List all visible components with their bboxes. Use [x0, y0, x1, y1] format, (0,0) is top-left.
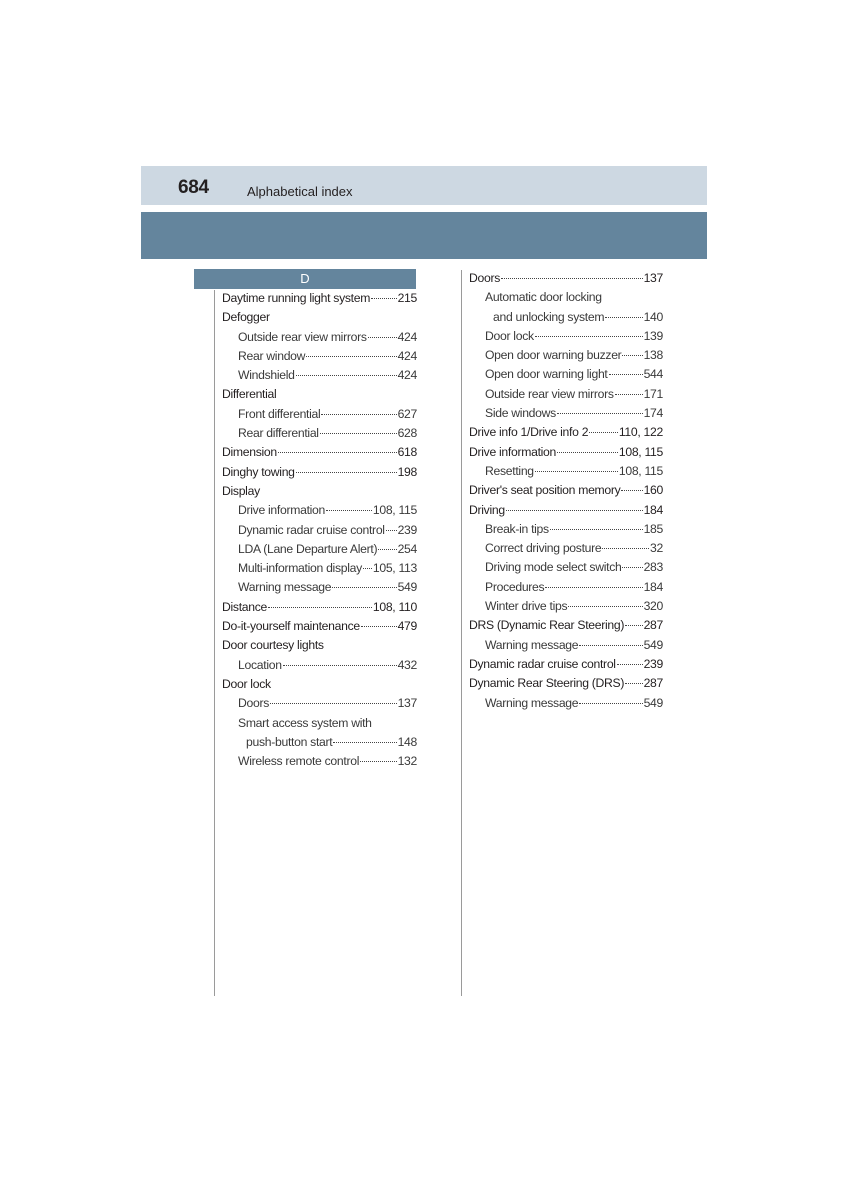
dot-leader — [615, 394, 643, 395]
index-entry-page: 287 — [643, 676, 663, 691]
dot-leader — [535, 336, 643, 337]
index-entry-label: Rear window — [238, 348, 306, 363]
index-entry — [469, 404, 663, 423]
index-entry-label: Windshield — [238, 368, 295, 383]
index-entry — [222, 675, 417, 694]
index-entry-label: Drive information — [238, 503, 326, 518]
dot-leader — [270, 703, 397, 704]
right-column-divider — [461, 270, 462, 996]
left-column-divider — [214, 290, 215, 996]
index-entry-label: Driving mode select switch — [485, 560, 622, 575]
index-entry-label: Wireless remote control — [238, 754, 360, 769]
index-entry — [222, 521, 417, 540]
index-entry — [222, 482, 417, 501]
index-entry — [222, 694, 417, 713]
index-entry-label: push-button start — [246, 734, 333, 749]
dot-leader — [535, 471, 618, 472]
index-entry-label: Dynamic radar cruise control — [469, 656, 616, 671]
dot-leader — [306, 356, 396, 357]
index-entry — [469, 597, 663, 616]
dot-leader — [506, 510, 643, 511]
dot-leader — [621, 490, 642, 491]
index-entry-page: 198 — [397, 464, 417, 479]
index-entry-label: Automatic door locking — [485, 290, 602, 305]
index-entry-label: Front differential — [238, 406, 321, 421]
dot-leader — [545, 587, 642, 588]
index-entry — [222, 598, 417, 617]
index-entry-label: Drive info 1/Drive info 2 — [469, 425, 589, 440]
index-entry — [469, 694, 663, 713]
dot-leader — [609, 374, 643, 375]
index-entry — [469, 462, 663, 481]
index-entry-page: 283 — [643, 560, 663, 575]
page-number: 684 — [178, 177, 209, 198]
index-entry-label: Warning message — [238, 580, 332, 595]
dot-leader — [386, 530, 397, 531]
dot-leader — [605, 317, 642, 318]
dot-leader — [378, 549, 396, 550]
index-entry-label: Rear differential — [238, 426, 319, 441]
index-entry-page: 618 — [397, 445, 417, 460]
index-entry-label: Warning message — [485, 695, 579, 710]
dot-leader — [361, 626, 397, 627]
dot-leader — [579, 645, 642, 646]
index-entry — [222, 733, 417, 752]
index-entry-label: Break-in tips — [485, 521, 549, 536]
index-entry — [222, 578, 417, 597]
index-entry-label: Location — [238, 657, 282, 672]
index-entry-label: Correct driving posture — [485, 541, 602, 556]
index-entry-page: 424 — [397, 329, 417, 344]
index-entry-label: Defogger — [222, 310, 270, 325]
index-entry-label: Distance — [222, 599, 268, 614]
index-entry-label: and unlocking system — [493, 309, 605, 324]
index-entry-page: 215 — [397, 291, 417, 305]
index-entry — [469, 365, 663, 384]
index-entry — [222, 308, 417, 327]
index-entry — [469, 558, 663, 577]
index-entry-label: Open door warning light — [485, 367, 608, 382]
index-entry — [222, 443, 417, 462]
index-entry — [222, 714, 417, 733]
index-entry — [469, 423, 663, 442]
index-entry-label: Daytime running light system — [222, 291, 371, 305]
index-entry-page: 628 — [397, 426, 417, 441]
dot-leader — [550, 529, 643, 530]
index-entry — [222, 559, 417, 578]
dot-leader — [625, 683, 642, 684]
index-entry — [469, 443, 663, 462]
index-entry-page: 549 — [643, 637, 663, 652]
index-entry-label: Door lock — [222, 676, 271, 691]
dot-leader — [602, 548, 649, 549]
dot-leader — [368, 337, 397, 338]
index-entry-label: Door courtesy lights — [222, 638, 324, 653]
dot-leader — [371, 298, 396, 299]
index-entry-label: Door lock — [485, 328, 534, 343]
dot-leader — [363, 568, 372, 569]
dot-leader — [625, 625, 642, 626]
dot-leader — [278, 452, 397, 453]
index-entry — [222, 501, 417, 520]
index-entry-page: 549 — [397, 580, 417, 595]
index-entry-page: 137 — [643, 271, 663, 285]
index-entry — [469, 288, 663, 307]
chapter-band — [141, 212, 707, 259]
index-entry-page: 32 — [650, 541, 663, 556]
index-entry-label: Outside rear view mirrors — [238, 329, 367, 344]
index-entry-page: 239 — [397, 522, 417, 537]
dot-leader — [321, 414, 396, 415]
index-entry-page: 110, 122 — [618, 425, 663, 440]
index-entry-page: 184 — [643, 502, 663, 517]
index-entry — [469, 674, 663, 693]
index-entry-page: 139 — [643, 328, 663, 343]
index-entry-label: Dimension — [222, 445, 277, 460]
index-entry-page: 132 — [397, 754, 417, 769]
index-entry-label: Outside rear view mirrors — [485, 386, 614, 401]
dot-leader — [589, 432, 618, 433]
index-entry-label: Winter drive tips — [485, 599, 568, 614]
index-entry — [222, 289, 417, 308]
dot-leader — [296, 375, 397, 376]
dot-leader — [326, 510, 372, 511]
index-entry-page: 171 — [643, 386, 663, 401]
index-entry — [222, 385, 417, 404]
index-entry-page: 184 — [643, 579, 663, 594]
index-entry-label: Dinghy towing — [222, 464, 295, 479]
index-entry-page: 105, 113 — [372, 561, 417, 576]
index-entry — [222, 617, 417, 636]
index-entry-page: 160 — [643, 483, 663, 498]
index-entry — [222, 540, 417, 559]
index-entry-label: Resetting — [485, 463, 534, 478]
index-entry-label: Doors — [238, 696, 270, 711]
index-entry — [469, 385, 663, 404]
index-entry — [222, 328, 417, 347]
dot-leader — [296, 472, 397, 473]
dot-leader — [617, 664, 643, 665]
index-entry — [469, 636, 663, 655]
index-entry-page: 148 — [397, 734, 417, 749]
index-entry — [469, 501, 663, 520]
index-entry-page: 185 — [643, 521, 663, 536]
index-entry-page: 320 — [643, 599, 663, 614]
index-entry — [469, 346, 663, 365]
index-entry-page: 108, 115 — [372, 503, 417, 518]
dot-leader — [568, 606, 642, 607]
index-entry-label: LDA (Lane Departure Alert) — [238, 541, 378, 556]
index-entry — [222, 405, 417, 424]
index-entry-label: Driver's seat position memory — [469, 483, 621, 498]
index-entry — [469, 539, 663, 558]
index-entry — [222, 752, 417, 771]
dot-leader — [332, 587, 396, 588]
index-entry — [222, 636, 417, 655]
index-entry-label: Drive information — [469, 444, 557, 459]
dot-leader — [283, 665, 397, 666]
index-column-right — [469, 269, 663, 713]
index-entry-label: Multi-information display — [238, 561, 362, 576]
dot-leader — [622, 355, 642, 356]
index-entry-page: 424 — [397, 348, 417, 363]
index-entry — [469, 481, 663, 500]
index-entry-label: Driving — [469, 502, 505, 517]
index-entry — [469, 269, 663, 288]
index-entry-page: 544 — [643, 367, 663, 382]
index-entry — [222, 347, 417, 366]
index-entry — [469, 578, 663, 597]
index-entry — [222, 366, 417, 385]
index-entry-label: Side windows — [485, 406, 556, 421]
index-entry-label: Differential — [222, 387, 277, 402]
index-entry-label: Display — [222, 483, 260, 498]
index-entry-page: 138 — [643, 348, 663, 363]
index-entry — [222, 463, 417, 482]
index-entry-label: Open door warning buzzer — [485, 348, 622, 363]
index-entry-label: Warning message — [485, 637, 579, 652]
index-entry-label: Smart access system with — [238, 715, 372, 730]
index-entry-label: Dynamic radar cruise control — [238, 522, 385, 537]
index-entry — [222, 656, 417, 675]
dot-leader — [268, 607, 372, 608]
index-entry-page: 239 — [643, 656, 663, 671]
index-entry-page: 254 — [397, 541, 417, 556]
index-entry-page: 108, 115 — [618, 463, 663, 478]
dot-leader — [320, 433, 397, 434]
index-entry — [469, 327, 663, 346]
dot-leader — [333, 742, 396, 743]
index-entry-page: 432 — [397, 657, 417, 672]
header-band — [141, 166, 707, 205]
index-entry-label: Dynamic Rear Steering (DRS) — [469, 676, 625, 691]
index-entry — [222, 424, 417, 443]
index-entry — [469, 520, 663, 539]
dot-leader — [557, 413, 643, 414]
index-entry-label: Doors — [469, 271, 501, 285]
dot-leader — [557, 452, 618, 453]
dot-leader — [501, 278, 643, 279]
index-entry-page: 627 — [397, 406, 417, 421]
section-letter-heading: D — [194, 269, 416, 289]
index-entry — [469, 655, 663, 674]
index-entry-page: 287 — [643, 618, 663, 633]
index-entry-page: 424 — [397, 368, 417, 383]
index-entry-page: 479 — [397, 619, 417, 634]
dot-leader — [360, 761, 396, 762]
index-entry-page: 174 — [643, 406, 663, 421]
index-column-left — [222, 289, 417, 771]
index-entry-page: 108, 110 — [372, 599, 417, 614]
index-entry-page: 549 — [643, 695, 663, 710]
dot-leader — [579, 703, 642, 704]
index-entry — [469, 616, 663, 635]
dot-leader — [622, 567, 642, 568]
index-entry-label: Do-it-yourself maintenance — [222, 619, 360, 634]
index-entry-page: 137 — [397, 696, 417, 711]
index-entry-page: 140 — [643, 309, 663, 324]
index-entry-label: DRS (Dynamic Rear Steering) — [469, 618, 625, 633]
index-entry-label: Procedures — [485, 579, 545, 594]
index-entry — [469, 308, 663, 327]
index-entry-page: 108, 115 — [618, 444, 663, 459]
page-title: Alphabetical index — [247, 184, 353, 199]
